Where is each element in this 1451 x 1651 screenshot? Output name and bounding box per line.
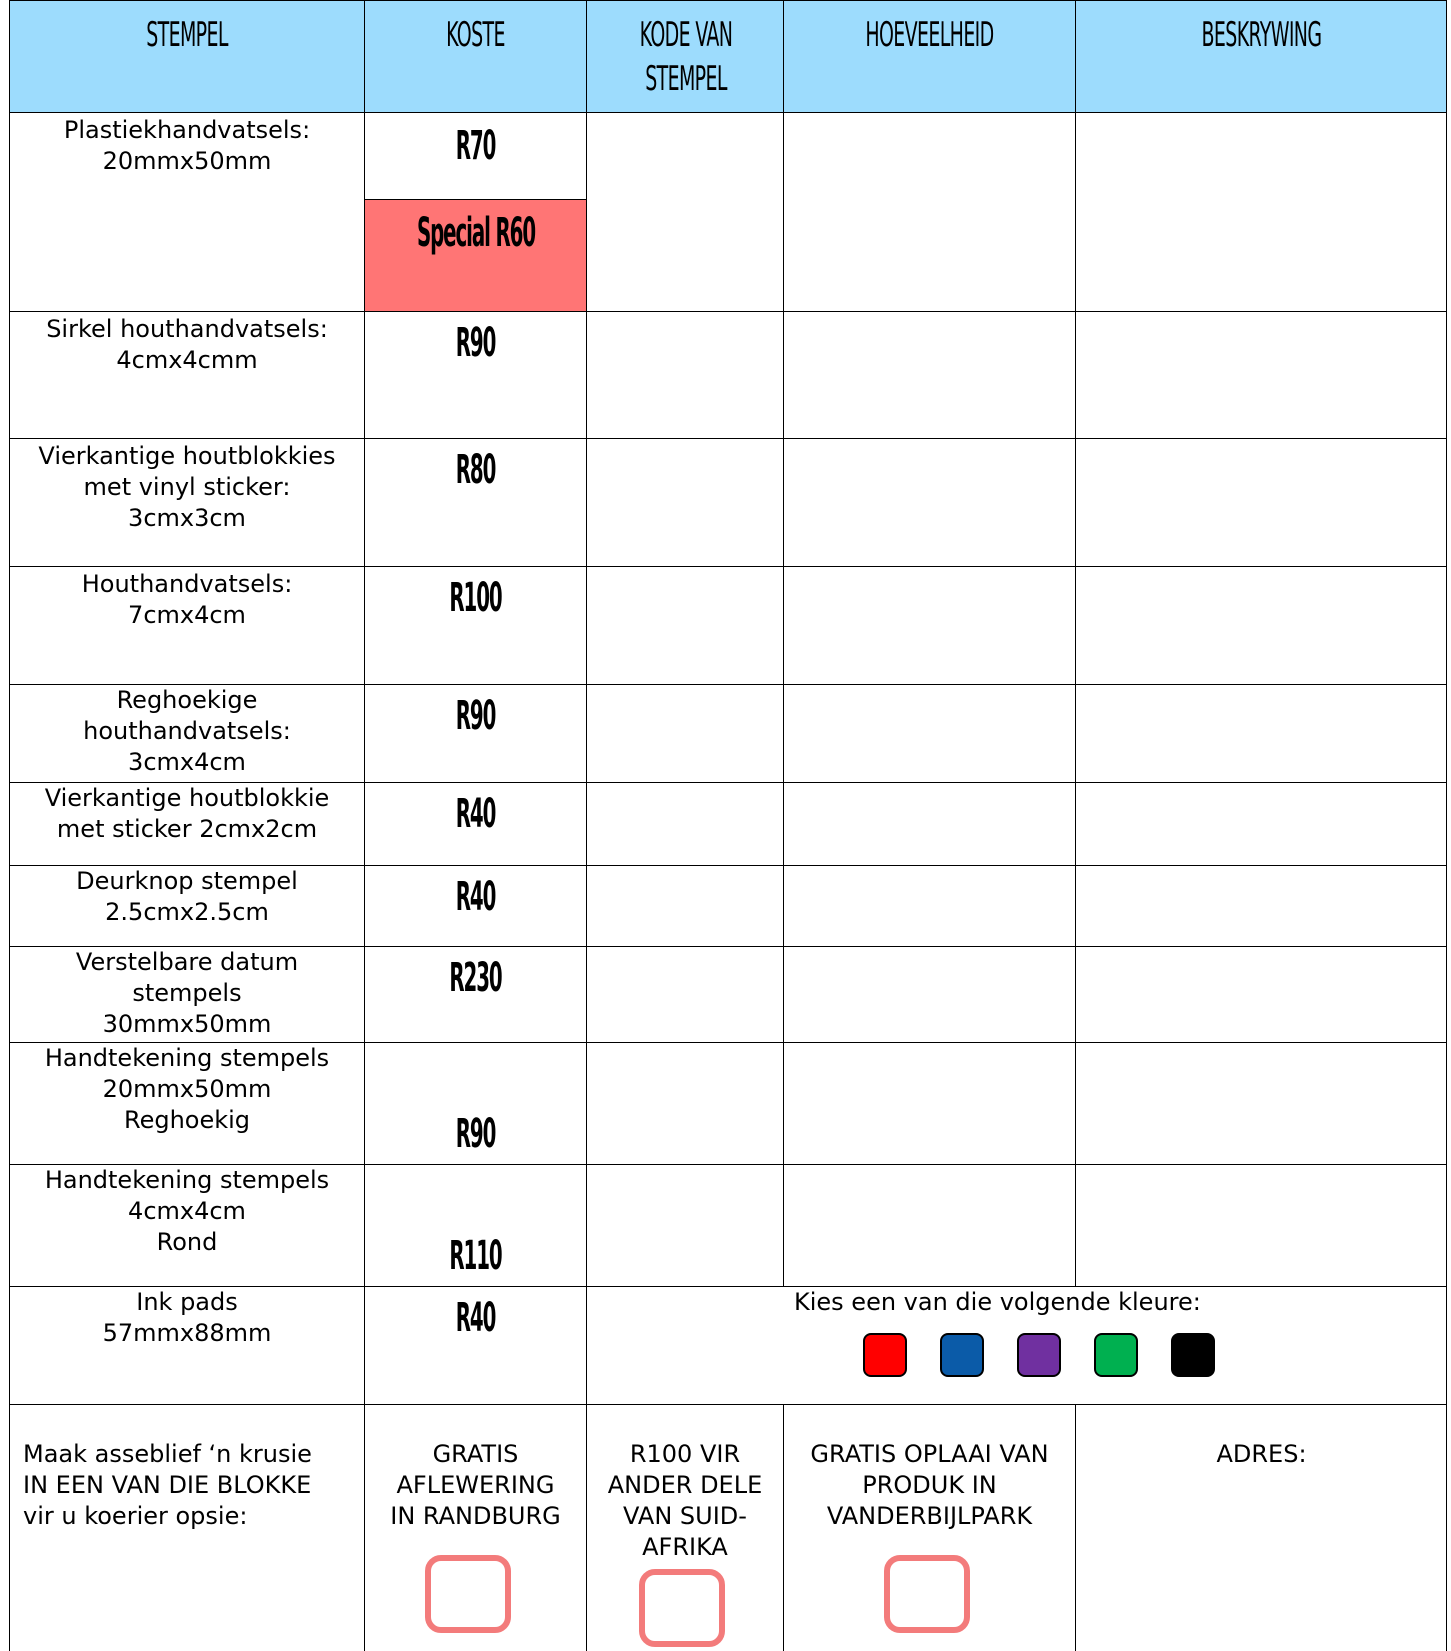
- row-2-code[interactable]: [586, 311, 783, 438]
- row-5-code[interactable]: [586, 684, 783, 782]
- courier-option-randburg-checkbox[interactable]: [425, 1555, 511, 1633]
- row-5-name-cell: [9, 684, 364, 782]
- courier-instruction: Maak asseblief ‘n krusie IN EEN VAN DIE BLOKKE vir u koerier opsie:: [23, 1440, 312, 1530]
- row-3-description[interactable]: [1075, 438, 1447, 566]
- courier-instruction-cell: [9, 1404, 364, 1651]
- row-11-price: R40: [455, 1295, 496, 1341]
- row-6-name: Vierkantige houtblokkie met sticker 2cmx2cm: [44, 784, 330, 843]
- header-koste: [364, 0, 586, 112]
- row-1-quantity[interactable]: [783, 112, 1075, 311]
- row-4-name: Houthandvatsels: 7cmx4cm: [81, 570, 293, 629]
- row-6-price-cell: [364, 782, 586, 865]
- row-5-price: R90: [455, 693, 496, 739]
- header-beskrywing-label: BESKRYWING: [1201, 15, 1322, 55]
- header-hoeveelheid: [783, 0, 1075, 112]
- header-hoeveelheid-label: HOEVEELHEID: [865, 15, 994, 55]
- row-3-code[interactable]: [586, 438, 783, 566]
- row-10-quantity[interactable]: [783, 1164, 1075, 1286]
- row-7-name: Deurknop stempel 2.5cmx2.5cm: [76, 867, 298, 926]
- ink-color-prompt: Kies een van die volgende kleure:: [794, 1288, 1201, 1316]
- row-3-price: R80: [455, 447, 496, 493]
- courier-option-randburg-cell: [364, 1404, 586, 1651]
- row-8-quantity[interactable]: [783, 946, 1075, 1042]
- row-11-name-cell: [9, 1286, 364, 1404]
- row-8-code[interactable]: [586, 946, 783, 1042]
- row-2-name: Sirkel houthandvatsels: 4cmx4cmm: [46, 315, 328, 374]
- row-6-quantity[interactable]: [783, 782, 1075, 865]
- row-1-name-cell: [9, 112, 364, 311]
- row-9-code[interactable]: [586, 1042, 783, 1164]
- row-1-special-cell: [364, 199, 586, 311]
- row-10-price: R110: [449, 1233, 502, 1279]
- courier-option-other-label: R100 VIR ANDER DELE VAN SUID- AFRIKA: [607, 1440, 763, 1561]
- row-1-name: Plastiekhandvatsels: 20mmx50mm: [63, 116, 311, 175]
- courier-option-other-checkbox[interactable]: [639, 1569, 725, 1647]
- row-5-quantity[interactable]: [783, 684, 1075, 782]
- courier-option-pickup-cell: [783, 1404, 1075, 1651]
- row-3-price-cell: [364, 438, 586, 566]
- row-9-name-cell: [9, 1042, 364, 1164]
- row-10-price-cell: [364, 1164, 586, 1286]
- header-stempel-label: STEMPEL: [146, 15, 228, 55]
- row-8-description[interactable]: [1075, 946, 1447, 1042]
- ink-color-green-swatch[interactable]: [1094, 1333, 1138, 1377]
- row-2-quantity[interactable]: [783, 311, 1075, 438]
- row-11-name: Ink pads 57mmx88mm: [102, 1288, 272, 1347]
- header-kode-label: KODE VAN STEMPEL: [639, 15, 733, 99]
- row-10-name-cell: [9, 1164, 364, 1286]
- row-8-name: Verstelbare datum stempels 30mmx50mm: [75, 948, 299, 1038]
- row-5-description[interactable]: [1075, 684, 1447, 782]
- courier-option-pickup-label: GRATIS OPLAAI VAN PRODUK IN VANDERBIJLPARK: [810, 1440, 1049, 1530]
- row-4-code[interactable]: [586, 566, 783, 684]
- row-8-price-cell: [364, 946, 586, 1042]
- row-7-quantity[interactable]: [783, 865, 1075, 946]
- row-4-quantity[interactable]: [783, 566, 1075, 684]
- row-5-name: Reghoekige houthandvatsels: 3cmx4cm: [83, 686, 291, 776]
- row-6-description[interactable]: [1075, 782, 1447, 865]
- ink-color-cell: [586, 1286, 1447, 1404]
- row-2-price: R90: [455, 320, 496, 366]
- row-9-price: R90: [455, 1111, 496, 1157]
- row-10-name: Handtekening stempels 4cmx4cm Rond: [44, 1166, 330, 1256]
- row-1-price: R70: [455, 123, 496, 169]
- row-10-code[interactable]: [586, 1164, 783, 1286]
- row-8-price: R230: [449, 955, 502, 1001]
- row-2-name-cell: [9, 311, 364, 438]
- ink-color-blue-swatch[interactable]: [940, 1333, 984, 1377]
- address-label: ADRES:: [1216, 1440, 1307, 1468]
- row-9-name: Handtekening stempels 20mmx50mm Reghoekig: [44, 1044, 330, 1134]
- row-3-name-cell: [9, 438, 364, 566]
- row-7-description[interactable]: [1075, 865, 1447, 946]
- row-9-quantity[interactable]: [783, 1042, 1075, 1164]
- header-stempel: [9, 0, 364, 112]
- row-6-code[interactable]: [586, 782, 783, 865]
- header-koste-label: KOSTE: [446, 15, 505, 55]
- row-10-description[interactable]: [1075, 1164, 1447, 1286]
- courier-option-pickup-checkbox[interactable]: [884, 1555, 970, 1633]
- row-9-description[interactable]: [1075, 1042, 1447, 1164]
- ink-color-black-swatch[interactable]: [1171, 1333, 1215, 1377]
- row-7-code[interactable]: [586, 865, 783, 946]
- row-4-description[interactable]: [1075, 566, 1447, 684]
- row-11-price-cell: [364, 1286, 586, 1404]
- row-4-name-cell: [9, 566, 364, 684]
- table-right-border: [1446, 0, 1447, 1651]
- row-1-special: Special R60: [416, 210, 536, 256]
- row-4-price-cell: [364, 566, 586, 684]
- row-9-price-cell: [364, 1042, 586, 1164]
- ink-color-red-swatch[interactable]: [863, 1333, 907, 1377]
- header-beskrywing: [1075, 0, 1447, 112]
- row-1-price-cell: [364, 112, 586, 199]
- row-7-name-cell: [9, 865, 364, 946]
- row-4-price: R100: [449, 575, 502, 621]
- row-5-price-cell: [364, 684, 586, 782]
- courier-option-other-cell: [586, 1404, 783, 1651]
- row-7-price-cell: [364, 865, 586, 946]
- courier-option-randburg-label: GRATIS AFLEWERING IN RANDBURG: [390, 1440, 561, 1530]
- row-2-price-cell: [364, 311, 586, 438]
- address-cell[interactable]: [1075, 1404, 1447, 1651]
- row-1-description[interactable]: [1075, 112, 1447, 311]
- row-8-name-cell: [9, 946, 364, 1042]
- row-6-price: R40: [455, 791, 496, 837]
- row-2-description[interactable]: [1075, 311, 1447, 438]
- row-3-quantity[interactable]: [783, 438, 1075, 566]
- header-kode: [586, 0, 783, 112]
- row-3-name: Vierkantige houtblokkies met vinyl sticker: 3cmx3cm: [38, 442, 336, 532]
- row-1-code[interactable]: [586, 112, 783, 311]
- row-7-price: R40: [455, 874, 496, 920]
- order-form-table: [9, 0, 1447, 1651]
- row-6-name-cell: [9, 782, 364, 865]
- ink-color-purple-swatch[interactable]: [1017, 1333, 1061, 1377]
